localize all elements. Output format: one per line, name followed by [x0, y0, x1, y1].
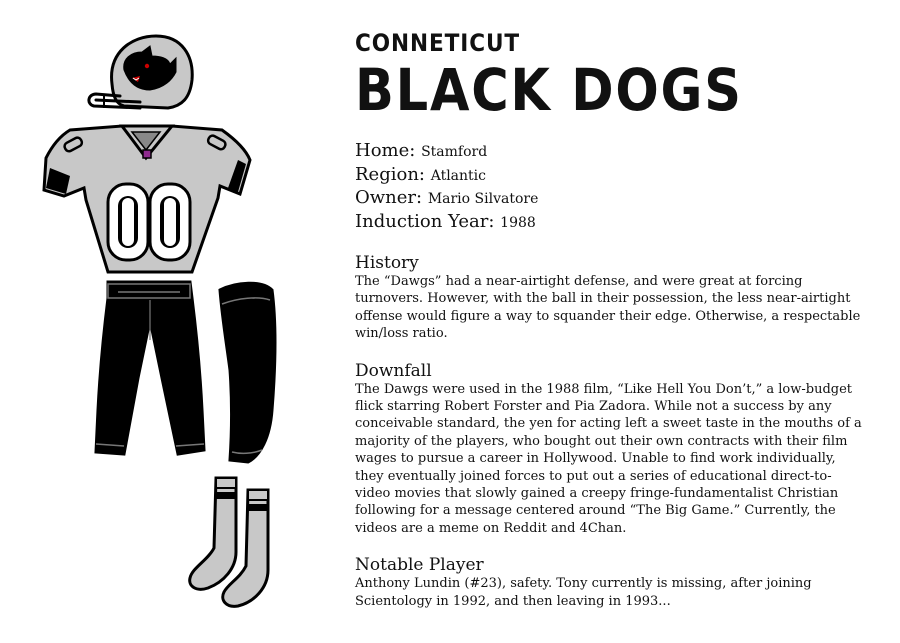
fact-value: Mario Silvatore: [427, 191, 539, 207]
helmet-icon: [89, 36, 192, 108]
pants-side-icon: [220, 283, 275, 462]
uniform-drawing: [0, 0, 340, 643]
fact-label: Induction Year:: [355, 210, 495, 232]
notable-player-section: [355, 555, 880, 610]
jersey-icon: [44, 126, 250, 272]
uniform-illustration: [0, 0, 340, 643]
fact-value: Stamford: [421, 144, 488, 160]
team-info-panel: [355, 28, 880, 610]
fact-label: Home:: [355, 140, 416, 161]
team-region-title: CONNETICUT: [355, 29, 521, 57]
pants-icon: [96, 282, 204, 454]
sock-icon: [190, 478, 268, 606]
team-facts: [355, 140, 880, 234]
notable-player-body: Anthony Lundin (#23), safety. Tony currently is missing, after joining Scientology in 1992, and then leaving in 1993...: [355, 576, 812, 609]
downfall-section: [355, 361, 880, 538]
downfall-body: The Dawgs were used in the 1988 film, “Like Hell You Don’t,” a low-budget flick starring Robert Forster and Pia Zadora. While not a success by any conceivable standard, the yen for acting left a sweet taste in the mouths of a majority of the players, who bought out their own contracts with their film wages to pursue a career in Hollywood. Unable to find work individually, they eventually joined forces to put out a series of educational direct-to-video movies that slowly gained a creepy fringe-fundamentalist Christian following for a message centered around “The Big Game.” Currently, the videos are a meme on Reddit and 4Chan.: [355, 381, 862, 536]
team-name-title: BLACK DOGS: [355, 56, 743, 124]
history-body: The “Dawgs” had a near-airtight defense, and were great at forcing turnovers. However, with the ball in their possession, the less near-airtight offense would figure a way to squander their edge. Otherwise, a respectable win/loss ratio.: [355, 274, 861, 342]
fact-home: [355, 140, 880, 164]
fact-label: Region:: [355, 163, 425, 185]
downfall-heading: Downfall: [355, 360, 432, 381]
history-section: [355, 253, 880, 343]
fact-owner: [355, 187, 880, 211]
fact-induction-year: [355, 211, 880, 235]
history-heading: History: [355, 253, 419, 273]
fact-value: Atlantic: [430, 167, 486, 184]
fact-region: [355, 164, 880, 188]
notable-player-heading: Notable Player: [355, 555, 484, 576]
fact-label: Owner:: [355, 187, 423, 208]
fact-value: 1988: [500, 214, 536, 231]
